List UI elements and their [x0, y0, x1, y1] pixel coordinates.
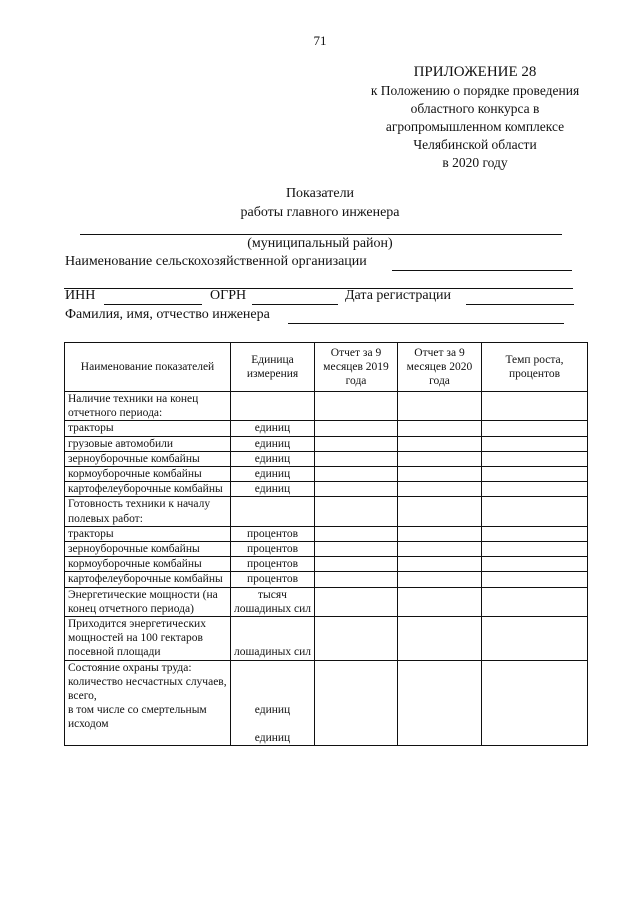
table-row: [65, 497, 588, 526]
value-cell-2019[interactable]: [315, 421, 398, 436]
appendix-line: агропромышленном комплексе: [385, 119, 565, 134]
table-row: [65, 572, 588, 587]
value-cell-2020[interactable]: [398, 660, 482, 745]
appendix-header: [330, 63, 620, 172]
value-cell-2020[interactable]: [398, 542, 482, 557]
value-cell-2019[interactable]: [315, 587, 398, 616]
value-cell-growth[interactable]: [482, 542, 588, 557]
org-name-field-line[interactable]: [392, 270, 572, 271]
value-cell-2020[interactable]: [398, 617, 482, 661]
unit-cell: [231, 392, 315, 421]
table-row: [65, 557, 588, 572]
header-report-2020: Отчет за 9 месяцев 2020 года: [398, 343, 482, 392]
appendix-line: Челябинской области: [413, 137, 537, 152]
value-cell-2019[interactable]: [315, 557, 398, 572]
safety-title: Состояние охраны труда:: [68, 661, 192, 674]
page-number: 71: [313, 33, 327, 48]
table-row: [65, 482, 588, 497]
unit-cell: [231, 497, 315, 526]
row-label: кормоуборочные комбайны: [65, 467, 231, 482]
value-cell-2019[interactable]: [315, 467, 398, 482]
district-caption: (муниципальный район): [247, 236, 393, 251]
value-cell-growth[interactable]: [482, 497, 588, 526]
form-heading: [0, 184, 640, 222]
unit-cell: единиц: [231, 467, 315, 482]
org-name-label: Наименование сельскохозяйственной организации: [65, 254, 367, 269]
value-cell-2019[interactable]: [315, 497, 398, 526]
value-cell-2020[interactable]: [398, 467, 482, 482]
unit-cell: единиц: [231, 482, 315, 497]
table-row: [65, 436, 588, 451]
value-cell-2019[interactable]: [315, 660, 398, 745]
group-title: Готовность техники к началу полевых работ:: [65, 497, 231, 526]
value-cell-2020[interactable]: [398, 526, 482, 541]
table-row: [65, 467, 588, 482]
value-cell-2019[interactable]: [315, 482, 398, 497]
table-row: [65, 451, 588, 466]
value-cell-growth[interactable]: [482, 482, 588, 497]
value-cell-growth[interactable]: [482, 467, 588, 482]
row-label: тракторы: [65, 421, 231, 436]
value-cell-2020[interactable]: [398, 587, 482, 616]
safety-cell: [65, 660, 231, 745]
row-label: зерноуборочные комбайны: [65, 451, 231, 466]
engineer-label: Фамилия, имя, отчество инженера: [65, 307, 270, 322]
unit-cell: процентов: [231, 526, 315, 541]
indicators-table: [64, 342, 588, 746]
value-cell-2020[interactable]: [398, 392, 482, 421]
value-cell-growth[interactable]: [482, 526, 588, 541]
table-row: [65, 617, 588, 661]
unit-cell: тысяч лошадиных сил: [231, 587, 315, 616]
row-label: кормоуборочные комбайны: [65, 557, 231, 572]
value-cell-2020[interactable]: [398, 436, 482, 451]
inn-label: ИНН: [65, 288, 96, 303]
table-row: [65, 542, 588, 557]
value-cell-2020[interactable]: [398, 482, 482, 497]
safety-cases-label: количество несчастных случаев, всего,: [68, 675, 227, 703]
row-label: Приходится энергетических мощностей на 100 гектаров посевной площади: [65, 617, 231, 661]
value-cell-2020[interactable]: [398, 557, 482, 572]
reg-date-label: Дата регистрации: [345, 288, 452, 303]
inn-field-line[interactable]: [104, 304, 202, 305]
row-label: тракторы: [65, 526, 231, 541]
heading-line: работы главного инженера: [240, 205, 400, 220]
group-title: Наличие техники на конец отчетного периода:: [65, 392, 231, 421]
header-report-2019: Отчет за 9 месяцев 2019 года: [315, 343, 398, 392]
value-cell-growth[interactable]: [482, 392, 588, 421]
safety-fatal-unit: единиц: [254, 731, 291, 744]
value-cell-growth[interactable]: [482, 451, 588, 466]
value-cell-growth[interactable]: [482, 436, 588, 451]
unit-cell: лошадиных сил: [231, 617, 315, 661]
value-cell-growth[interactable]: [482, 587, 588, 616]
table-row: [65, 421, 588, 436]
header-unit: Единица измерения: [231, 343, 315, 392]
unit-cell: единиц: [231, 421, 315, 436]
value-cell-2019[interactable]: [315, 436, 398, 451]
appendix-line: к Положению о порядке проведения: [370, 83, 580, 98]
ogrn-field-line[interactable]: [252, 304, 338, 305]
appendix-line: областного конкурса в: [410, 101, 540, 116]
district-field-line[interactable]: [80, 234, 562, 235]
value-cell-2020[interactable]: [398, 421, 482, 436]
row-label: картофелеуборочные комбайны: [65, 482, 231, 497]
table-row: [65, 587, 588, 616]
org-name-continuation-line[interactable]: [64, 288, 573, 289]
value-cell-2019[interactable]: [315, 392, 398, 421]
header-growth: Темп роста, процентов: [482, 343, 588, 392]
unit-cell: единиц: [231, 436, 315, 451]
value-cell-2020[interactable]: [398, 497, 482, 526]
safety-cases-unit: единиц: [254, 703, 291, 716]
row-label: грузовые автомобили: [65, 436, 231, 451]
row-label: картофелеуборочные комбайны: [65, 572, 231, 587]
value-cell-2020[interactable]: [398, 572, 482, 587]
value-cell-growth[interactable]: [482, 557, 588, 572]
value-cell-2020[interactable]: [398, 451, 482, 466]
reg-date-field-line[interactable]: [466, 304, 574, 305]
engineer-field-line[interactable]: [288, 323, 564, 324]
value-cell-2019[interactable]: [315, 572, 398, 587]
value-cell-growth[interactable]: [482, 421, 588, 436]
table-header-row: [65, 343, 588, 392]
value-cell-growth[interactable]: [482, 660, 588, 745]
header-indicator: Наименование показателей: [65, 343, 231, 392]
safety-fatal-label: в том числе со смертельным исходом: [68, 704, 207, 731]
unit-cell: единиц: [231, 451, 315, 466]
safety-unit-cell: [231, 660, 315, 745]
unit-cell: процентов: [231, 572, 315, 587]
appendix-title: ПРИЛОЖЕНИЕ 28: [413, 64, 537, 80]
table-row: [65, 392, 588, 421]
value-cell-2019[interactable]: [315, 526, 398, 541]
table-row: [65, 526, 588, 541]
value-cell-growth[interactable]: [482, 572, 588, 587]
row-label: Энергетические мощности (на конец отчетного периода): [65, 587, 231, 616]
value-cell-2019[interactable]: [315, 542, 398, 557]
value-cell-2019[interactable]: [315, 451, 398, 466]
ogrn-label: ОГРН: [210, 288, 247, 303]
heading-line: Показатели: [285, 186, 355, 201]
unit-cell: процентов: [231, 557, 315, 572]
appendix-line: в 2020 году: [442, 155, 508, 170]
row-label: зерноуборочные комбайны: [65, 542, 231, 557]
value-cell-2019[interactable]: [315, 617, 398, 661]
table-row: [65, 660, 588, 745]
value-cell-growth[interactable]: [482, 617, 588, 661]
unit-cell: процентов: [231, 542, 315, 557]
